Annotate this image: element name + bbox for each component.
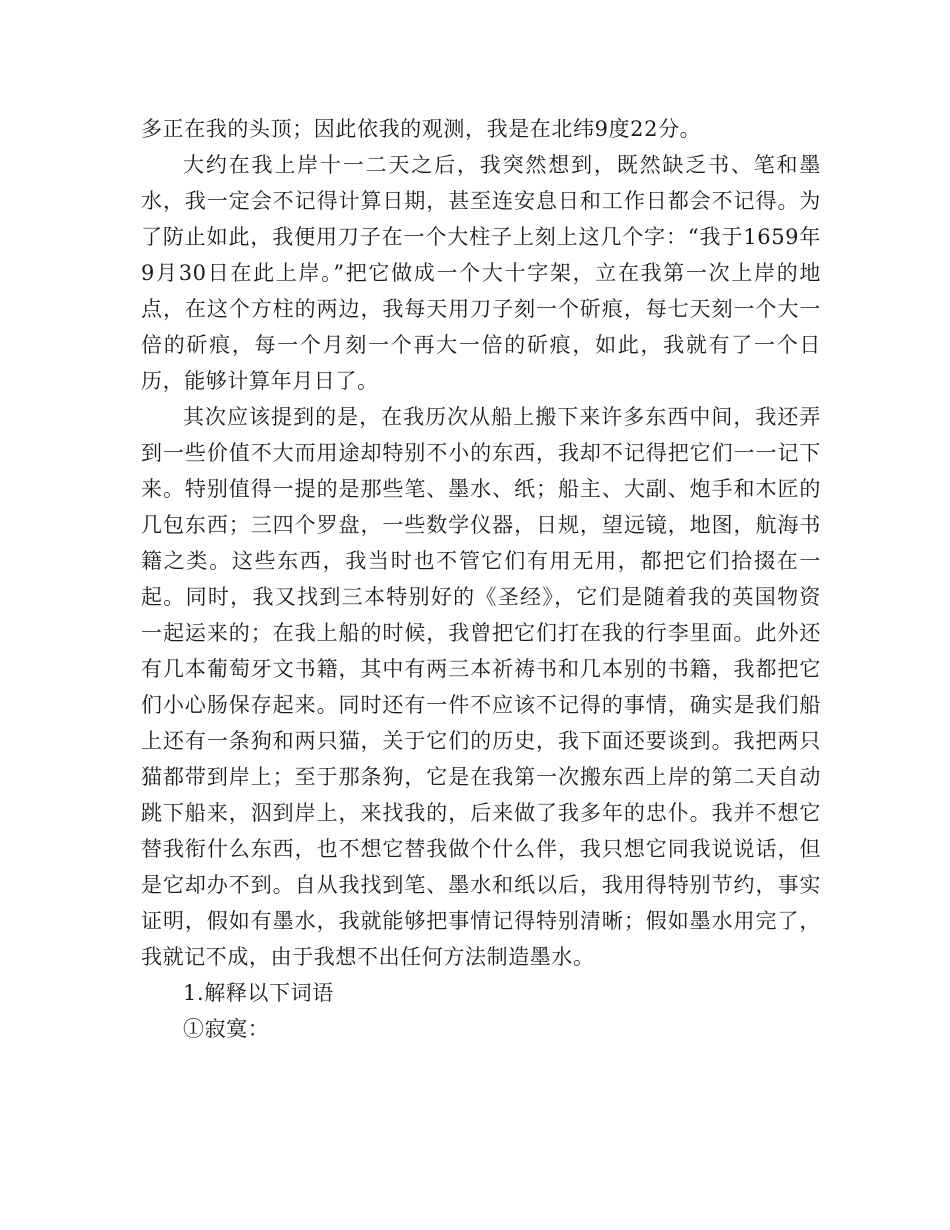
question-title: 1.解释以下词语 — [183, 981, 334, 1005]
question-item: ①寂寞： — [183, 1017, 270, 1041]
paragraph-calendar: 大约在我上岸十一二天之后，我突然想到，既然缺乏书、笔和墨水，我一定会不记得计算日期，甚至连安息日和工作日都会不记得。为了防止如此，我便用刀子在一个大柱子上刻上这几个字：“我于1659年9月30日在此上岸。”把它做成一个大十字架，立在我第一次上岸的地点，在这个方柱的两边，我每天用刀子刻一个斫痕，每七天刻一个大一倍的斫痕，每一个月刻一个再大一倍的斫痕，如此，我就有了一个日历，能够计算年月日了。 — [141, 153, 821, 393]
paragraph-belongings: 其次应该提到的是，在我历次从船上搬下来许多东西中间，我还弄到一些价值不大而用途却特别不小的东西，我却不记得把它们一一记下来。特别值得一提的是那些笔、墨水、纸；船主、大副、炮手和木匠的几包东西；三四个罗盘，一些数学仪器，日规，望远镜，地图，航海书籍之类。这些东西，我当时也不管它们有用无用，都把它们拾掇在一起。同时，我又找到三本特别好的《圣经》，它们是随着我的英国物资一起运来的；在我上船的时候，我曾把它们打在我的行李里面。此外还有几本葡萄牙文书籍，其中有两三本祈祷书和几本别的书籍，我都把它们小心肠保存起来。同时还有一件不应该不记得的事情，确实是我们船上还有一条狗和两只猫，关于它们的历史，我下面还要谈到。我把两只猫都带到岸上；至于那条狗，它是在我第一次搬东西上岸的第二天自动跳下船来，泅到岸上，来找我的，后来做了我多年的忠仆。我并不想它替我衔什么东西，也不想它替我做个什么伴，我只想它同我说说话，但是它却办不到。自从我找到笔、墨水和纸以后，我用得特别节约，事实证明，假如有墨水，我就能够把事情记得特别清晰；假如墨水用完了，我就记不成，由于我想不出任何方法制造墨水。 — [141, 405, 821, 969]
document-body — [141, 111, 821, 1047]
paragraph-continuation: 多正在我的头顶；因此依我的观测，我是在北纬9度22分。 — [141, 117, 702, 141]
